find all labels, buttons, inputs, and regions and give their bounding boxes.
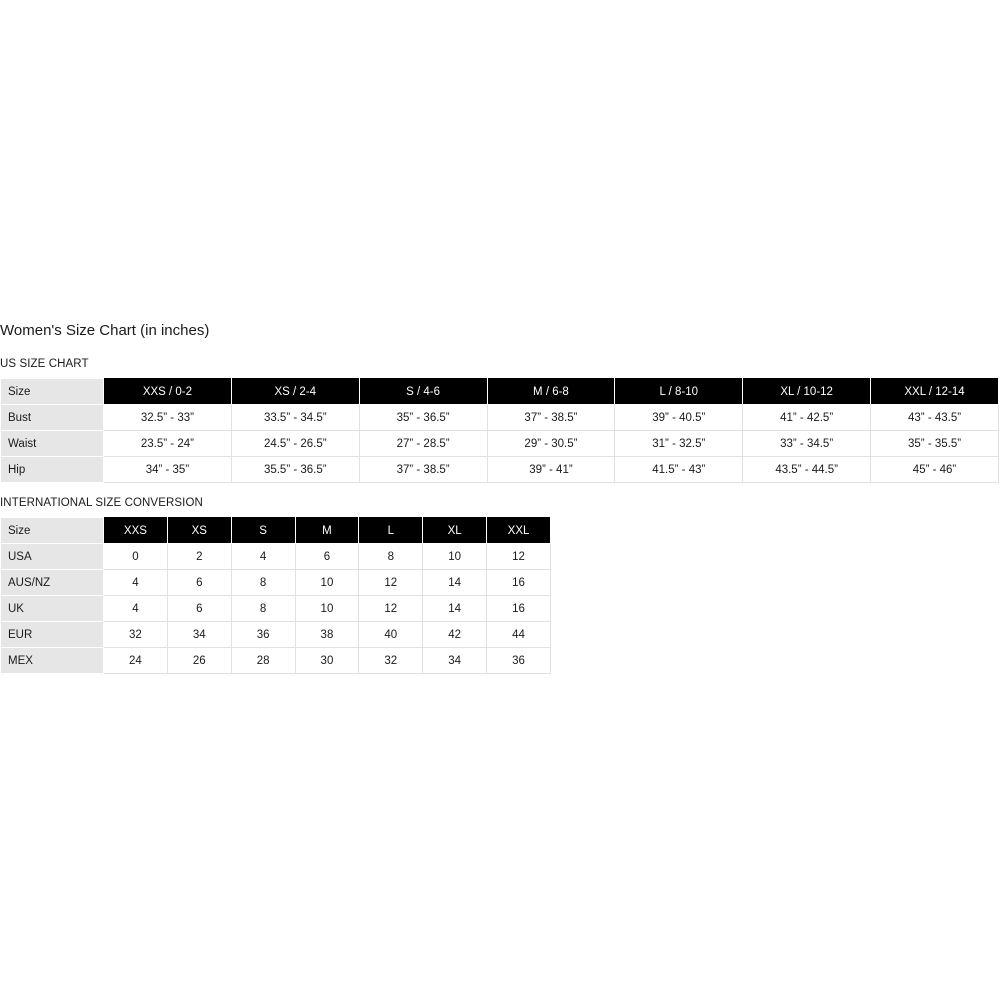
intl-size-label: Size	[1, 518, 104, 544]
intl-size-header: M	[295, 518, 359, 544]
table-cell: 39” - 41”	[487, 457, 615, 483]
table-cell: 39” - 40.5”	[615, 405, 743, 431]
table-cell: 45” - 46”	[871, 457, 999, 483]
row-label-hip: Hip	[1, 457, 104, 483]
table-cell: 26	[167, 648, 231, 674]
table-cell: 34	[423, 648, 487, 674]
row-label-waist: Waist	[1, 431, 104, 457]
intl-size-header: XXL	[487, 518, 551, 544]
table-cell: 6	[167, 596, 231, 622]
row-label-eur: EUR	[1, 622, 104, 648]
table-cell: 41” - 42.5”	[743, 405, 871, 431]
table-cell: 6	[167, 570, 231, 596]
table-cell: 12	[359, 596, 423, 622]
intl-size-header: L	[359, 518, 423, 544]
row-label-usa: USA	[1, 544, 104, 570]
table-cell: 24	[104, 648, 168, 674]
table-cell: 43” - 43.5”	[871, 405, 999, 431]
table-cell: 8	[231, 596, 295, 622]
table-cell: 35.5” - 36.5”	[231, 457, 359, 483]
table-cell: 4	[104, 570, 168, 596]
table-cell: 14	[423, 570, 487, 596]
table-cell: 42	[423, 622, 487, 648]
page-title: Women's Size Chart (in inches)	[0, 322, 210, 339]
table-cell: 40	[359, 622, 423, 648]
table-cell: 35” - 36.5”	[359, 405, 487, 431]
table-cell: 41.5” - 43”	[615, 457, 743, 483]
table-cell: 16	[487, 570, 551, 596]
table-cell: 27” - 28.5”	[359, 431, 487, 457]
intl-size-header: XXS	[104, 518, 168, 544]
table-cell: 44	[487, 622, 551, 648]
table-cell: 32	[104, 622, 168, 648]
intl-size-header-row	[1, 518, 551, 544]
row-label-uk: UK	[1, 596, 104, 622]
intl-size-conversion-title: INTERNATIONAL SIZE CONVERSION	[0, 497, 203, 509]
table-cell: 36	[231, 622, 295, 648]
us-size-header: L / 8-10	[615, 379, 743, 405]
us-size-header-row	[1, 379, 999, 405]
table-row	[1, 457, 999, 483]
row-label-aus-nz: AUS/NZ	[1, 570, 104, 596]
us-size-label: Size	[1, 379, 104, 405]
table-row	[1, 596, 551, 622]
table-cell: 33.5” - 34.5”	[231, 405, 359, 431]
table-cell: 14	[423, 596, 487, 622]
us-size-chart-title: US SIZE CHART	[0, 358, 89, 370]
table-cell: 33” - 34.5”	[743, 431, 871, 457]
us-size-header: M / 6-8	[487, 379, 615, 405]
table-cell: 23.5” - 24”	[104, 431, 232, 457]
table-cell: 43.5” - 44.5”	[743, 457, 871, 483]
table-row	[1, 405, 999, 431]
row-label-mex: MEX	[1, 648, 104, 674]
us-size-header: XXL / 12-14	[871, 379, 999, 405]
table-cell: 8	[359, 544, 423, 570]
table-cell: 10	[295, 596, 359, 622]
table-row	[1, 544, 551, 570]
us-size-header: XS / 2-4	[231, 379, 359, 405]
table-cell: 30	[295, 648, 359, 674]
table-cell: 6	[295, 544, 359, 570]
table-cell: 8	[231, 570, 295, 596]
us-size-chart-table	[0, 378, 999, 483]
us-size-header: XL / 10-12	[743, 379, 871, 405]
intl-size-header: XL	[423, 518, 487, 544]
table-cell: 28	[231, 648, 295, 674]
table-cell: 10	[295, 570, 359, 596]
table-cell: 24.5” - 26.5”	[231, 431, 359, 457]
table-cell: 34	[167, 622, 231, 648]
table-cell: 16	[487, 596, 551, 622]
table-row	[1, 622, 551, 648]
table-cell: 29” - 30.5”	[487, 431, 615, 457]
table-cell: 10	[423, 544, 487, 570]
us-size-header: S / 4-6	[359, 379, 487, 405]
intl-size-header: XS	[167, 518, 231, 544]
table-row	[1, 570, 551, 596]
table-cell: 35” - 35.5”	[871, 431, 999, 457]
table-cell: 32	[359, 648, 423, 674]
row-label-bust: Bust	[1, 405, 104, 431]
table-cell: 4	[231, 544, 295, 570]
table-cell: 34” - 35”	[104, 457, 232, 483]
table-cell: 12	[487, 544, 551, 570]
intl-size-header: S	[231, 518, 295, 544]
table-row	[1, 431, 999, 457]
table-cell: 0	[104, 544, 168, 570]
table-cell: 32.5” - 33”	[104, 405, 232, 431]
table-cell: 37” - 38.5”	[359, 457, 487, 483]
table-cell: 31” - 32.5”	[615, 431, 743, 457]
table-cell: 12	[359, 570, 423, 596]
intl-size-conversion-table	[0, 517, 551, 674]
table-cell: 36	[487, 648, 551, 674]
us-size-header: XXS / 0-2	[104, 379, 232, 405]
table-cell: 4	[104, 596, 168, 622]
table-cell: 2	[167, 544, 231, 570]
table-cell: 38	[295, 622, 359, 648]
table-cell: 37” - 38.5”	[487, 405, 615, 431]
table-row	[1, 648, 551, 674]
